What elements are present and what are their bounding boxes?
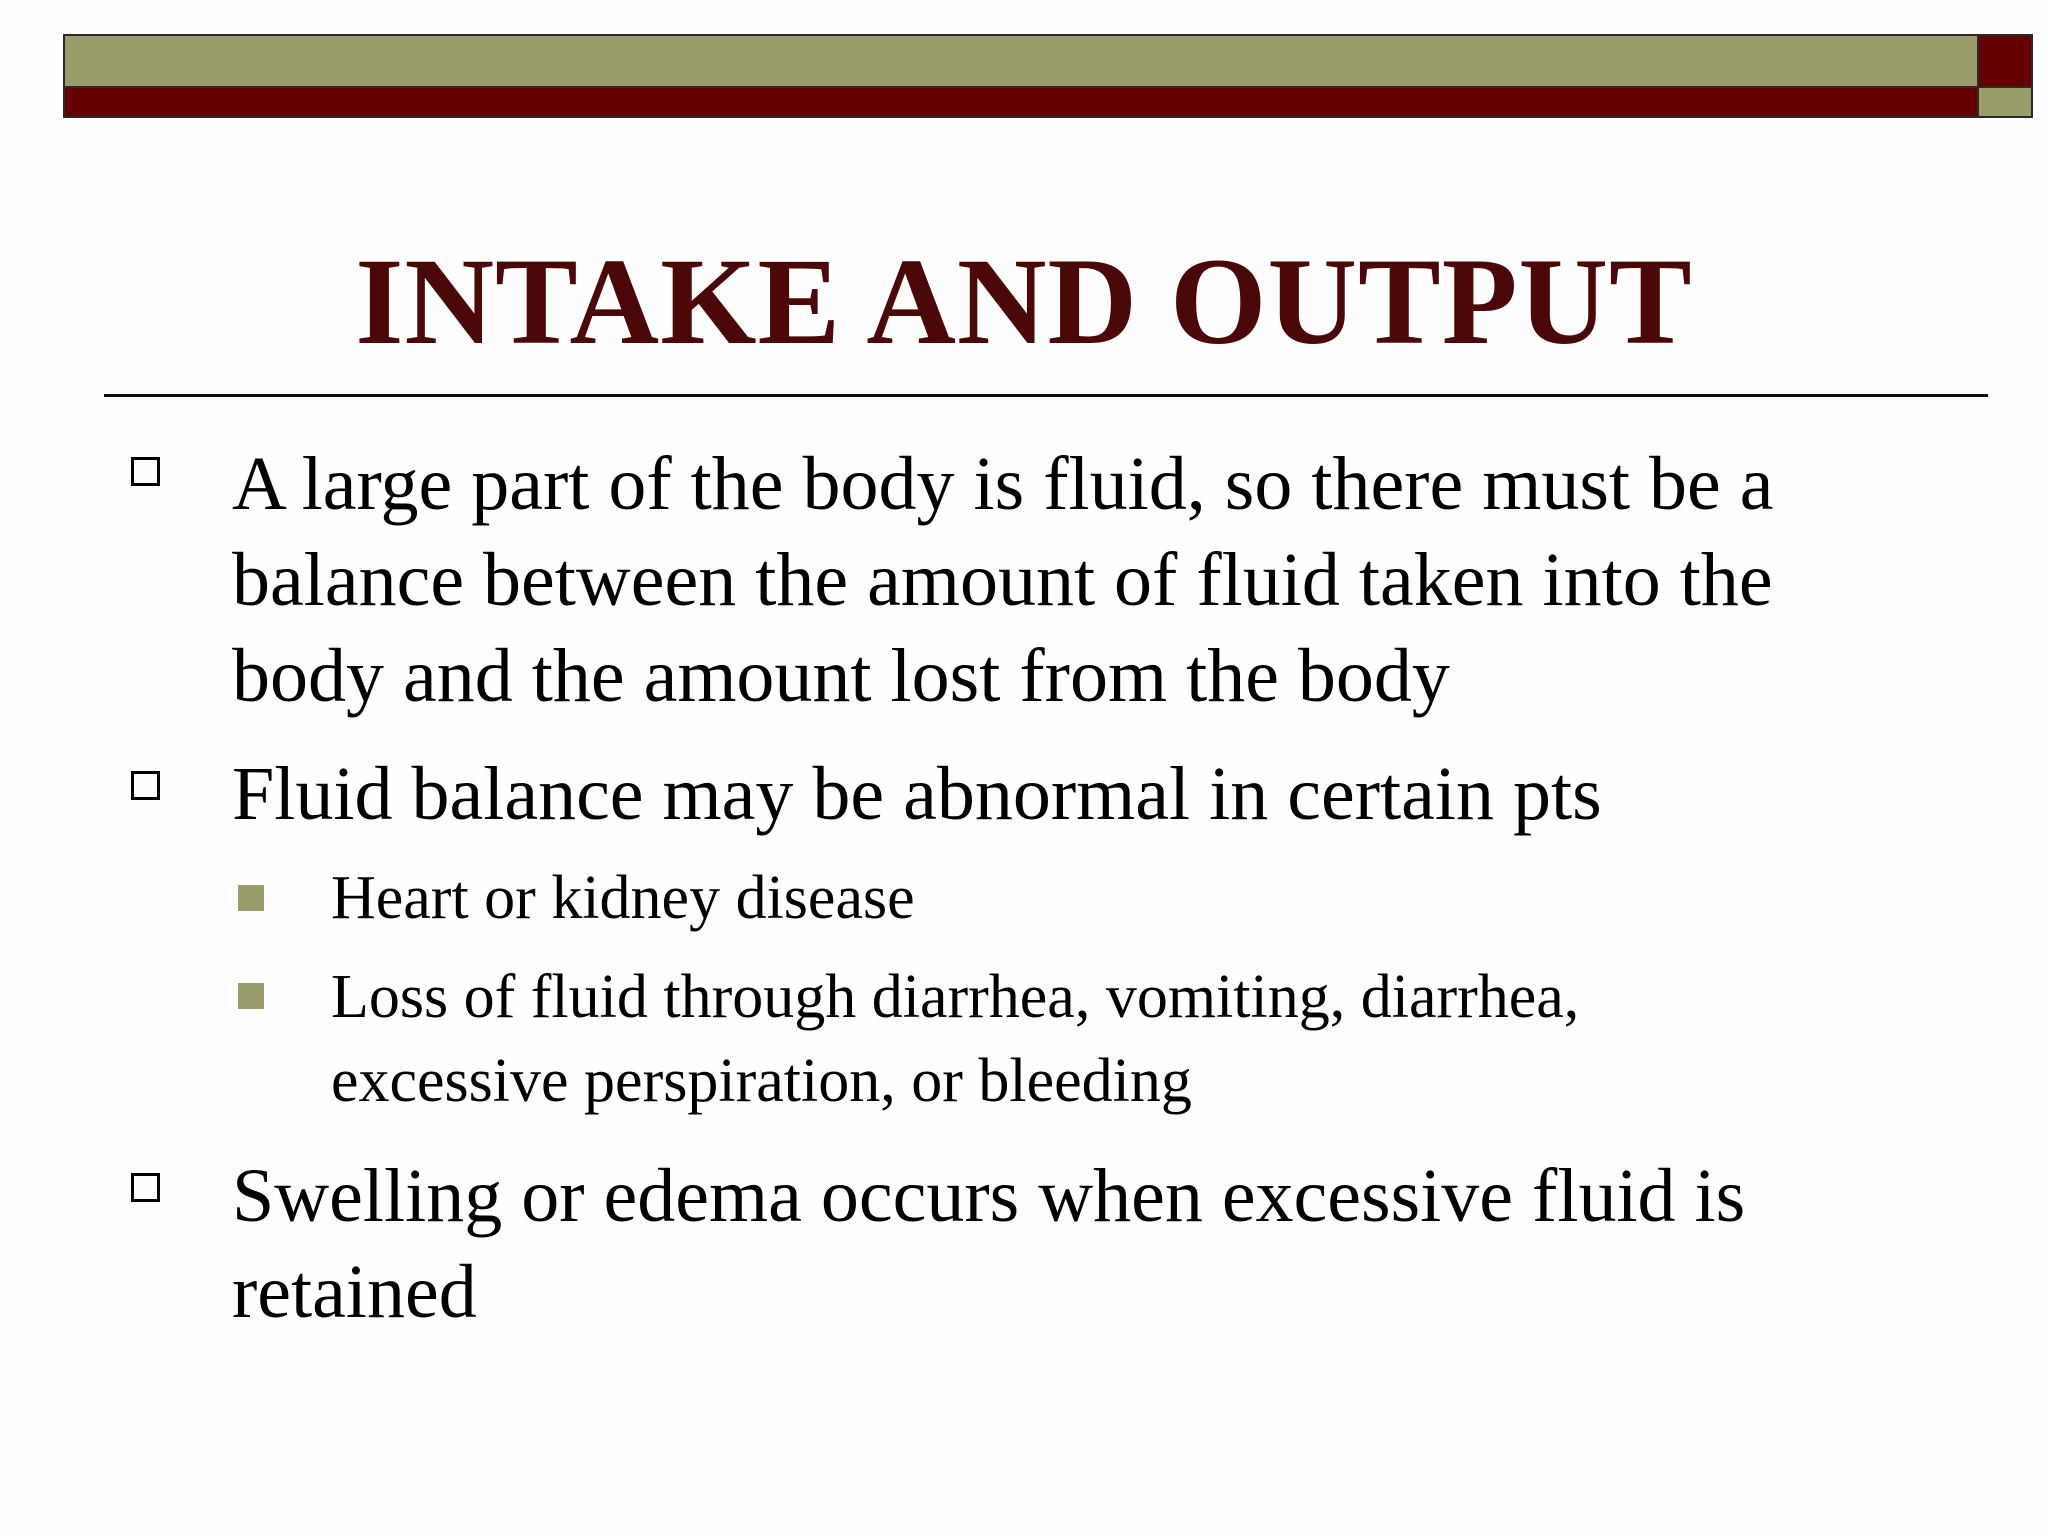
slide-title: INTAKE AND OUTPUT (355, 233, 1693, 370)
hollow-square-bullet-icon (131, 457, 160, 486)
filled-square-bullet-icon (238, 983, 264, 1009)
filled-square-bullet-icon (238, 885, 264, 911)
bullet-1-line-2: balance between the amount of fluid taken into the (232, 538, 1773, 622)
bullet-1-line-1: A large part of the body is fluid, so there must be a (232, 442, 1774, 526)
sub-bullet-1-line-1: Heart or kidney disease (331, 864, 915, 932)
hollow-square-bullet-icon (131, 771, 160, 800)
sub-bullet-2-line-2: excessive perspiration, or bleeding (331, 1047, 1192, 1115)
bullet-2-line-1: Fluid balance may be abnormal in certain pts (232, 752, 1602, 836)
hollow-square-bullet-icon (131, 1173, 160, 1202)
bullet-text-3 (232, 1148, 1912, 1340)
bullet-text-1 (232, 436, 1912, 724)
sub-bullet-text-2 (331, 955, 1891, 1123)
bullet-3-line-1: Swelling or edema occurs when excessive fluid is (232, 1154, 1746, 1238)
bullet-3-line-2: retained (232, 1250, 477, 1334)
sub-bullet-text-1 (331, 856, 1891, 940)
bullet-text-2 (232, 746, 1912, 842)
sub-bullet-2-line-1: Loss of fluid through diarrhea, vomiting, diarrhea, (331, 963, 1580, 1031)
bullet-1-line-3: body and the amount lost from the body (232, 634, 1450, 718)
